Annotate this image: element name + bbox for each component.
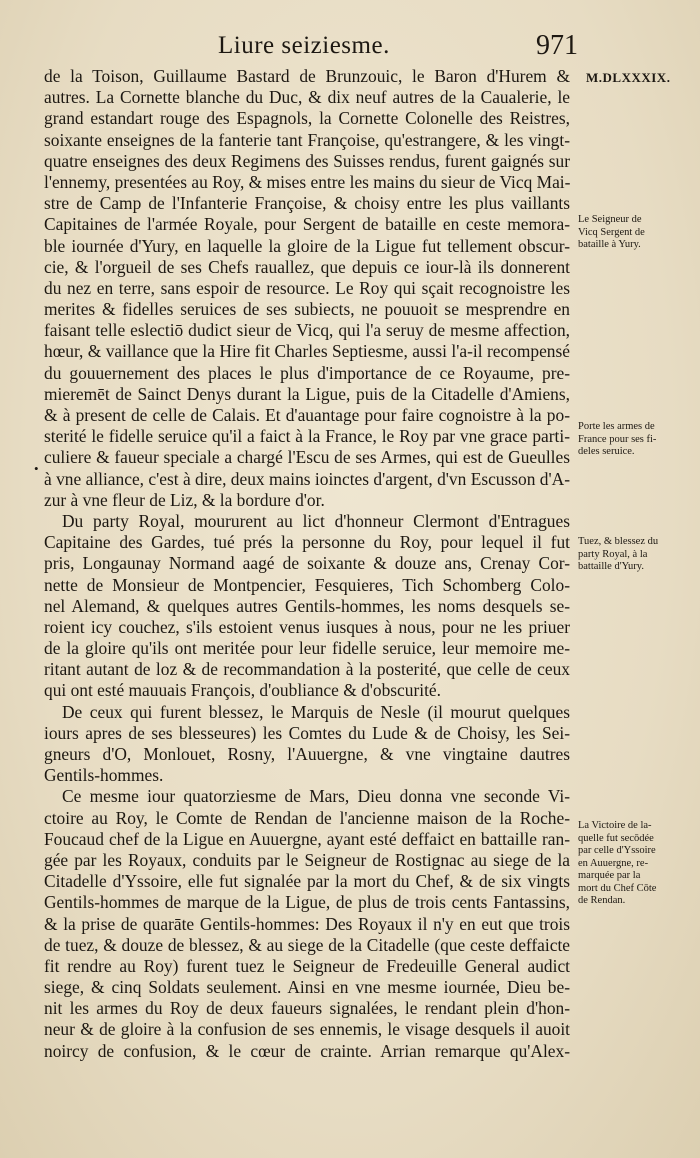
body-text <box>44 66 570 1062</box>
note-line: La Victoire de la- <box>578 820 652 831</box>
note-line: par celle d'Yssoire <box>578 845 656 856</box>
text-line: ble iournée d'Yury, en laquelle la gloire de la Ligue fut tellement obscur- <box>44 235 570 256</box>
text-line: du gouuernement des places le plus d'importance de ce Royaume, pre- <box>44 362 570 383</box>
margin-note-victoire <box>578 820 698 908</box>
text-line: qui ont esté mauuais François, d'oubliance & d'obscurité. <box>44 680 441 701</box>
text-line: grand estandart rouge des Espagnols, la Cornette Colonelle des Reistres, <box>44 108 570 129</box>
text-line: nel Alemand, & quelques autres Gentils-hommes, les noms desquels se- <box>44 595 570 616</box>
note-line: Porte les armes de <box>578 421 655 432</box>
text-line: Gentils-hommes de marque de la Ligue, de plus de trois cents Fantassins, <box>44 892 570 913</box>
text-line: de tuez, & douze de blessez, & au siege de la Citadelle (que ceste deffaicte <box>44 934 570 955</box>
running-title: Liure seiziesme. <box>218 32 390 59</box>
note-line: Vicq Sergent de <box>578 226 645 238</box>
paragraph-start-line: Ce mesme iour quatorziesme de Mars, Dieu donna vne seconde Vi- <box>62 786 570 807</box>
note-line: marquée par la <box>578 870 641 881</box>
text-line: sterité le fidelle seruice qu'il a faict à la France, le Roy par vne grace parti- <box>44 426 570 447</box>
note-line: Le Seigneur de <box>578 214 642 225</box>
text-line: quatre enseignes des deux Regimens des Suisses rendus, furent gaignés sur <box>44 150 570 171</box>
note-line: France pour ses fi- <box>578 433 657 445</box>
running-head <box>0 30 700 70</box>
text-line: siege, & cinq Soldats seulement. Ainsi en vne mesme iournée, Dieu be- <box>44 977 570 998</box>
text-line: gneurs d'O, Monlouet, Rosny, l'Auuergne, & vne vingtaine dautres <box>44 744 570 764</box>
margin-bullet-mark: • <box>34 461 39 476</box>
note-line: en Auuergne, re- <box>578 857 649 869</box>
note-line: deles seruice. <box>578 446 635 457</box>
paragraph-start-line: Du party Royal, moururent au lict d'honneur Clermont d'Entragues <box>62 510 570 531</box>
text-line: ctoire au Roy, le Comte de Rendan de l'ancienne maison de la Roche- <box>44 807 570 828</box>
text-line: Citadelle d'Yssoire, elle fut signalée par la mort du Chef, & de six vingts <box>44 871 570 892</box>
text-line: pris, Longaunay Normand aagé de soixante & douze ans, Crenay Cor- <box>44 553 570 574</box>
text-line: culiere & faueur speciale a chargé l'Escu de ses Armes, qui est de Gueulles <box>44 447 570 468</box>
margin-note-tuez <box>578 536 698 574</box>
paragraph-start-line: De ceux qui furent blessez, le Marquis de Nesle (il mourut quelques <box>62 701 570 722</box>
note-line: de Rendan. <box>578 895 626 906</box>
margin-note-armes <box>578 421 698 459</box>
text-line: cie, & l'orgueil de ses Chefs rauallez, que depuis ce iour-là ils donnerent <box>44 256 570 277</box>
text-line: soixante enseignes de la fanterie tant Françoise, qu'estrangere, & les vingt- <box>44 129 570 150</box>
text-line: faisant telle eslectiō dudict sieur de Vicq, qui l'a seruy de mesme affection, <box>44 320 570 341</box>
text-line: Capitaines de l'armée Royale, pour Sergent de bataille en ceste memora- <box>44 214 570 235</box>
note-line: bataille à Yury. <box>578 239 641 250</box>
text-line: gée par les Royaux, conduits par le Seigneur de Rostignac au siege de la <box>44 849 570 870</box>
text-line: noircy de confusion, & le cœur de crainte. Arrian remarque qu'Alex- <box>44 1040 570 1061</box>
text-line: nette de Monsieur de Montpencier, Fesquieres, Tich Schomberg Colo- <box>44 574 570 595</box>
note-line: battaille d'Yury. <box>578 561 644 572</box>
text-line: roient icy couchez, s'ils estoient venus iusques à nous, pour ne les priuer <box>44 616 570 637</box>
text-line: autres. La Cornette blanche du Duc, & dix neuf autres de la Caualerie, le <box>44 87 570 108</box>
text-line: stre de Camp de l'Infanterie Françoise, & choisy entre les plus vaillants <box>44 193 570 214</box>
margin-year: M.DLXXXIX. <box>586 70 671 85</box>
text-line: neur & de gloire à la confusion de ses ennemis, le visage desquels il auoit <box>44 1019 570 1040</box>
text-line: à vne alliance, c'est à dire, deux mains ioinctes d'argent, d'vn Escusson d'A- <box>44 468 570 489</box>
note-line: quelle fut secōdée <box>578 832 654 844</box>
text-line: Capitaine des Gardes, tué prés la personne du Roy, pour lequel il fut <box>44 532 570 553</box>
text-line: hœur, & vaillance que la Hire fit Charles Septiesme, aussi l'a-il recompensé <box>44 341 570 362</box>
text-line: & à present de celle de Calais. Et d'auantage pour faire cognoistre à la po- <box>44 405 570 425</box>
text-line: fit rendre au Roy) furent tuez le Seigneur de Fredeuille General audict <box>44 955 570 976</box>
text-line: Foucaud chef de la Ligue en Auuergne, ayant esté deffaict en battaille ran- <box>44 828 570 849</box>
note-line: mort du Chef Cōte <box>578 882 657 894</box>
text-line: iours apres de ses blesseures) les Comtes du Lude & de Choisy, les Sei- <box>44 722 570 743</box>
text-line: de la gloire qu'ils ont meritée pour leur fidelle seruice, leur memoire me- <box>44 638 570 659</box>
text-line: du nez en terre, sans espoir de resource. Le Roy qui sçait recognoistre les <box>44 277 570 298</box>
text-line: mieremēt de Sainct Denys durant la Ligue, puis de la Citadelle d'Amiens, <box>44 383 570 404</box>
note-line: Tuez, & blessez du <box>578 536 659 547</box>
text-line: & la prise de quarāte Gentils-hommes: Des Royaux il n'y en eut que trois <box>44 913 570 934</box>
text-line: nit les armes du Roy de deux faueurs signalées, le rendant plein d'hon- <box>44 998 570 1019</box>
page-number: 971 <box>536 30 578 61</box>
text-line: de la Toison, Guillaume Bastard de Brunzouic, le Baron d'Hurem & <box>44 66 570 86</box>
margin-note-vicq <box>578 214 698 252</box>
text-line: l'ennemy, presentées au Roy, & mises entre les mains du sieur de Vicq Mai- <box>44 171 570 192</box>
text-line: merites & fidelles seruices de ses subiects, ne pouuoit se mesprendre en <box>44 299 570 320</box>
text-line: zur à vne fleur de Liz, & la bordure d'or. <box>44 489 325 510</box>
text-line: ritant autant de loz & de recommandation à la posterité, que celle de ceux <box>44 659 570 680</box>
note-line: party Royal, à la <box>578 548 648 560</box>
text-line: Gentils-hommes. <box>44 765 164 786</box>
